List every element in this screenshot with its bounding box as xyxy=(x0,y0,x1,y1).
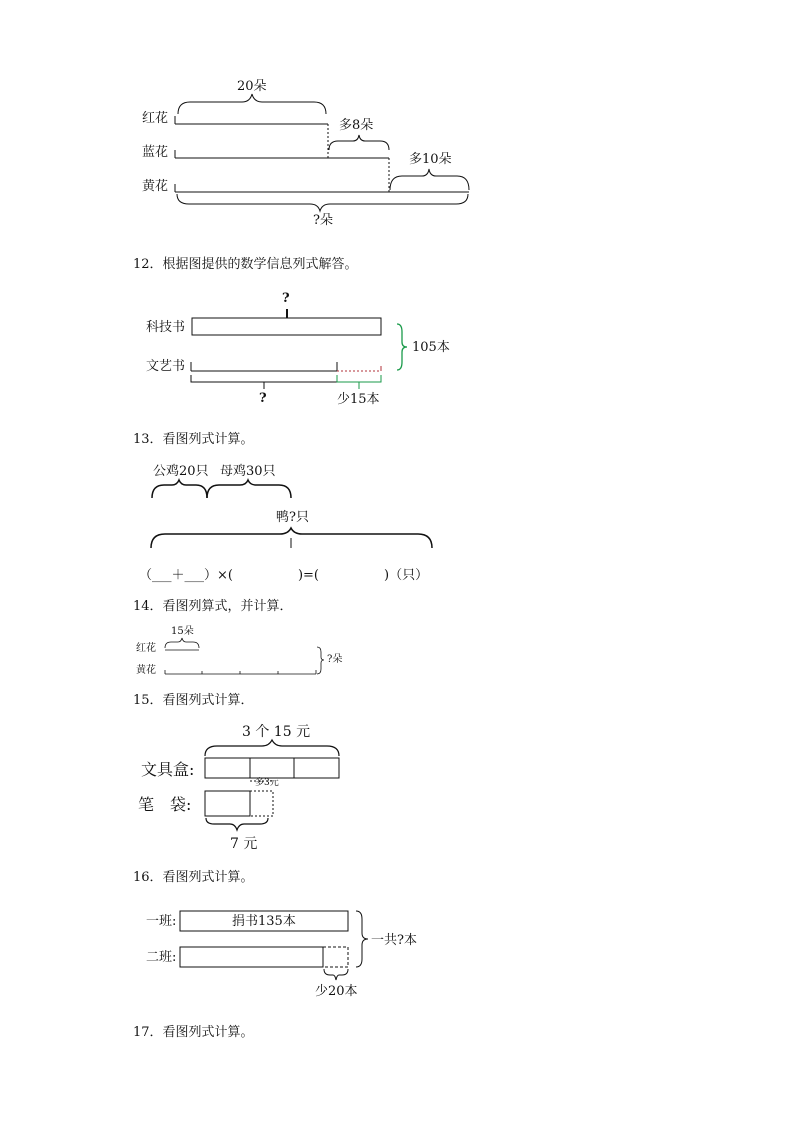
total-brace-16 xyxy=(356,911,368,967)
blue-more-label: 多8朵 xyxy=(339,118,374,133)
total-label: ?朵 xyxy=(313,213,333,228)
duck-label: 鸭?只 xyxy=(276,510,309,525)
label-pencil-bag: 笔 袋: xyxy=(138,795,192,814)
formula-blank: （___＋___）×( )=( )（只） xyxy=(139,568,429,583)
label-yellow-flower: 黄花 xyxy=(142,179,169,194)
label-blue-flower: 蓝花 xyxy=(142,145,169,160)
top-brace-label: 20朵 xyxy=(237,79,267,94)
question-12: 12．根据图提供的数学信息列式解答。 xyxy=(133,257,358,272)
label-yellow-14: 黄花 xyxy=(136,665,156,676)
bag-price-label: 7 元 xyxy=(230,836,258,852)
label-sci-book: 科技书 xyxy=(146,320,186,335)
label-class2: 二班: xyxy=(146,950,177,965)
art-question-mark: ? xyxy=(259,391,267,406)
less-books-16: 少20本 xyxy=(315,984,358,999)
question-17: 17．看图列式计算。 xyxy=(133,1025,254,1040)
rooster-label: 公鸡20只 xyxy=(153,464,209,479)
class2-bar xyxy=(180,947,323,967)
sci-question-mark: ? xyxy=(282,291,290,306)
label-class1: 一班: xyxy=(146,914,177,929)
label-pencil-box: 文具盒: xyxy=(141,760,195,779)
yellow-more-label: 多10朵 xyxy=(409,152,452,167)
class1-bar-label: 捐书135本 xyxy=(232,914,296,929)
total-books-16: 一共?本 xyxy=(371,933,417,948)
label-red-14: 红花 xyxy=(136,643,156,654)
class2-dashed xyxy=(323,947,348,967)
label-red-flower: 红花 xyxy=(142,111,169,126)
box-total-label: 3 个 15 元 xyxy=(242,724,311,740)
total-books-label: 105本 xyxy=(412,340,450,355)
hen-label: 母鸡30只 xyxy=(220,464,276,479)
less-brace-16 xyxy=(324,969,348,980)
bag-more-label: 多3元 xyxy=(255,778,279,788)
less-books-label: 少15本 xyxy=(337,392,380,407)
question-15: 15．看图列式计算． xyxy=(133,693,254,708)
red-count-label: 15朵 xyxy=(171,626,194,637)
label-art-book: 文艺书 xyxy=(146,359,186,374)
question-14: 14．看图列算式，并计算． xyxy=(133,599,293,614)
total-label-14: ?朵 xyxy=(327,654,343,665)
question-13: 13．看图列式计算。 xyxy=(133,432,254,447)
question-16: 16．看图列式计算。 xyxy=(133,870,254,885)
